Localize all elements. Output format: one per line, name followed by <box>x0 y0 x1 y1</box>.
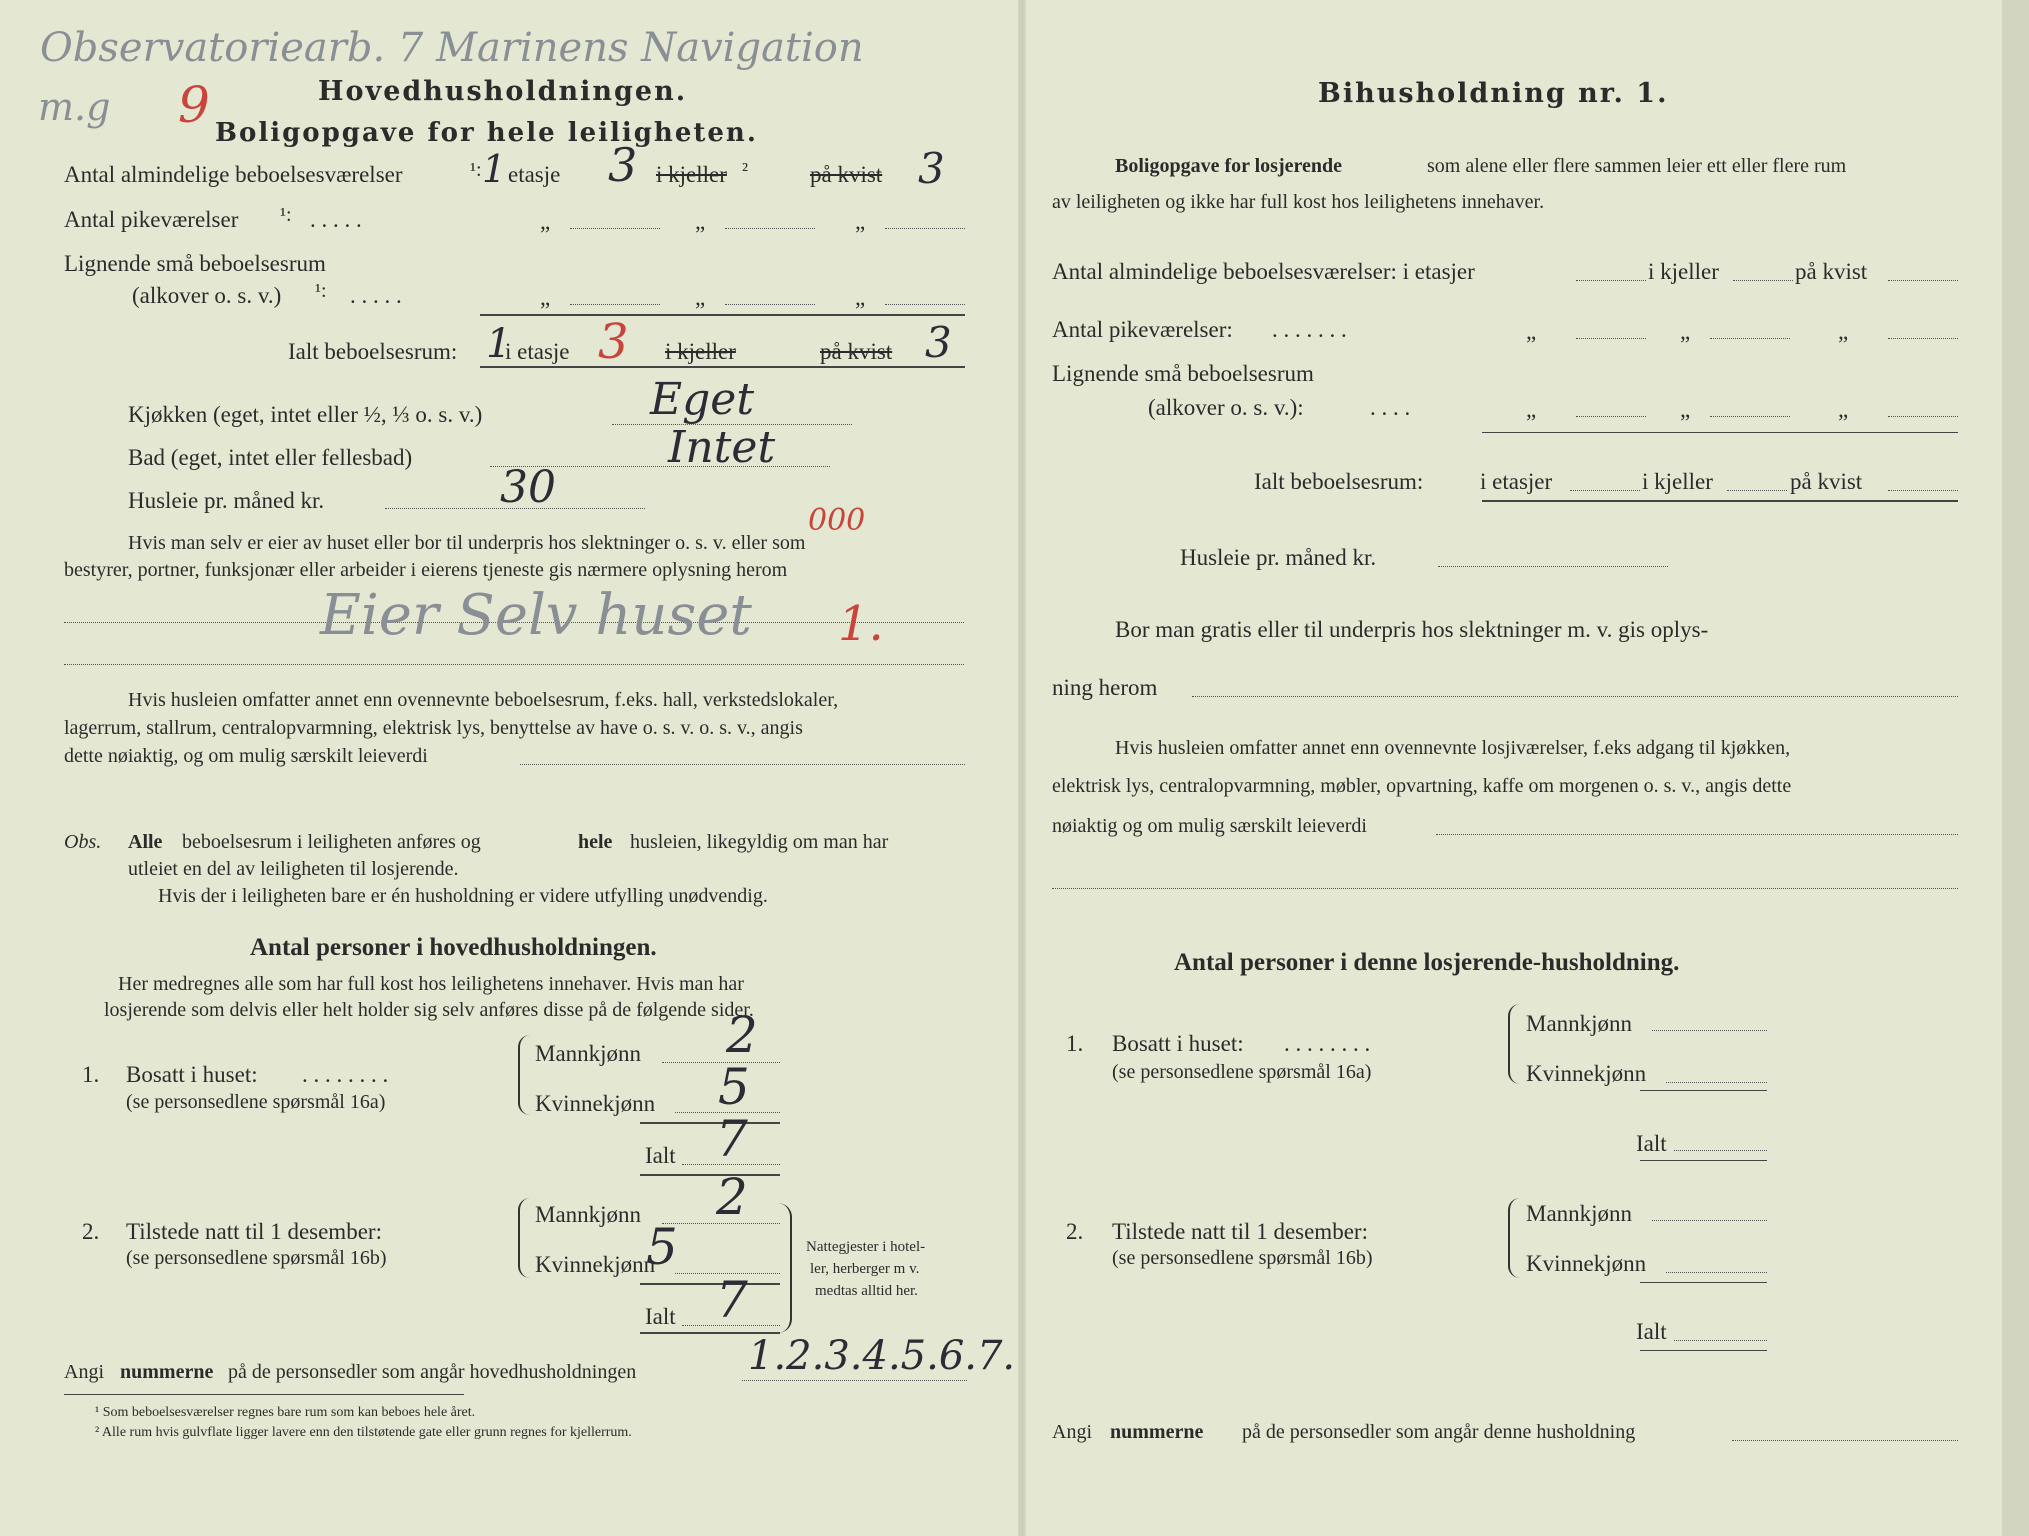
right-rent-label: Husleie pr. måned kr. <box>1180 545 1377 570</box>
right-maid-label: Antal pikeværelser: <box>1052 317 1233 342</box>
census-form: Observatoriearb. 7 Marinens Navigation m.g 9 Hovedhusholdningen. Boligopgave for hele leiligheten. Antal almindelige beboelsesværelser ¹: etasje i kjeller ² på kvist 1 3 3 Antal pikeværelser ¹: . . . . . „ „ „ Lignende små beboelsesrum (alkover o. s. v.) ¹: . . . . . „ „ „ Ialt beboelsesrum: i etasje i kjeller på kvist 1 3 3 Kjøkken (eget, intet eller ½, ⅓ o. s. v.) Eget Bad (eget, intet eller fellesbad) Intet Husleie pr. måned kr. 30 000 Hvis man selv er eier av huset eller bor til underpris hos slektninger o. s. v. eller som bestyrer, portner, funksjonær eller arbeider i eierens tjeneste gis nærmere oplysning herom Eier Selv huset 1. Hvis husleien omfatter annet enn ovennevnte beboelsesrum, f.eks. hall, verkstedslokaler, lagerrum, stallrum, centralopvarmning, elektrisk lys, benyttelse av have o. s. v. o. s. v., angis dette nøiaktig, og om mulig særskilt leieverdi Obs. Alle beboelsesrum i leiligheten anføres og hele husleien, likegyldig om man har utleiet en del av leiligheten til losjerende. Hvis der i leiligheten bare er én husholdning er videre utfylling unødvendig. Antal personer i hovedhusholdningen. Her medregnes alle som har full kost hos leilighetens innehaver. Hvis man har losjerende som delvis eller helt holder sig selv anføres disse på de følgende sider. 1. Bosatt i huset: . . . . . . . . (se personsedlene spørsmål 16a) Mannkjønn 2 Kvinnekjønn 5 Ialt 7 2. Tilstede natt til 1 desember: (se personsedlene spørsmål 16b) Mannkjønn 2 Kvinnekjønn 5 Ialt 7 Nattegjester i hotel- ler, herberger m v. medtas alltid her. Angi nummerne på de personsedler som angår hovedhusholdningen 1.2.3.4.5.6.7. ¹ Som beboelsesværelser regnes bare rum som kan beboes hele året. ² Alle rum hvis gulvflate ligger lavere enn den tilstøtende gate eller grunn regnes for kjellerrum. Bihusholdning nr. 1. Boligopgave for losjerende som alene eller flere sammen leier ett eller flere rum av leiligheten og ikke har full kost hos leilighetens innehaver. Antal almindelige beboelsesværelser: i etasjer i kjeller på kvist Antal pikeværelser: . . . . . . . „ „ „ Lignende små beboelsesrum (alkover o. s. v.): . . . . „ „ „ Ialt beboelsesrum: i etasjer i kjeller på kvist Husleie pr. måned kr. Bor man gratis eller til underpris hos slektninger m. v. gis oplys- ning herom Hvis husleien omfatter annet enn ovennevnte losjiværelser, f.eks adgang til kjøkken, elektrisk lys, centralopvarmning, møbler, opvartning, kaffe om morgenen o. s. v., angis dette nøiaktig og om mulig særskilt leieverdi Antal personer i denne losjerende-husholdning. 1. Bosatt i huset: . . . . . . . . (se personsedlene spørsmål 16a) Mannkjønn Kvinnekjønn Ialt 2. Tilstede natt til 1 desember: (se personsedlene spørsmål 16b) Mannkjønn Kvinnekjønn Ialt Angi nummerne på de personsedler som angår denne husholdning <box>0 0 2029 1536</box>
hw-owner-text: Eier Selv huset <box>320 583 752 648</box>
hw-rent: 30 <box>500 462 556 513</box>
rooms-label: Antal almindelige beboelsesværelser <box>64 162 403 187</box>
hw-total-floor: 1 <box>486 321 512 367</box>
rooms-etasje: etasje <box>508 162 561 187</box>
red-annotation-nine: 9 <box>178 76 210 134</box>
left-persons-title: Antal personer i hovedhusholdningen. <box>250 934 657 961</box>
kitchen-label: Kjøkken (eget, intet eller ½, ⅓ o. s. v.) <box>128 402 483 427</box>
small-rooms-label: Lignende små beboelsesrum <box>64 251 326 276</box>
paper-edge <box>2002 0 2029 1536</box>
hw-q2-female: 5 <box>646 1218 678 1276</box>
hw-kitchen: Eget <box>650 374 755 425</box>
hw-q2-total: 7 <box>716 1271 748 1329</box>
hw-q1-total: 7 <box>716 1110 748 1168</box>
footnote-2: ² Alle rum hvis gulvflate ligger lavere enn den tilstøtende gate eller grunn regnes for kjellerrum. <box>95 1425 632 1440</box>
page-fold <box>1018 0 1026 1536</box>
rent-label: Husleie pr. måned kr. <box>128 488 325 513</box>
hw-q1-male: 2 <box>726 1006 758 1064</box>
hw-red-zeros: 000 <box>808 503 866 538</box>
extra-note-3: dette nøiaktig, og om mulig særskilt leieverdi <box>64 745 428 767</box>
footnote-1: ¹ Som beboelsesværelser regnes bare rum som kan beboes hele året. <box>95 1405 476 1420</box>
hw-owner-num: 1. <box>838 596 884 652</box>
owner-note-1: Hvis man selv er eier av huset eller bor til underpris hos slektninger o. s. v. eller som <box>128 532 806 554</box>
right-rooms-label: Antal almindelige beboelsesværelser: i etasjer <box>1052 259 1475 284</box>
owner-note-2: bestyrer, portner, funksjonær eller arbeider i eierens tjeneste gis nærmere oplysning herom <box>64 559 788 581</box>
hw-numbers: 1.2.3.4.5.6.7. <box>748 1333 1016 1379</box>
pencil-annotation-mg: m.g <box>38 85 111 129</box>
hw-total-count: 3 <box>598 314 629 370</box>
right-small-label: Lignende små beboelsesrum <box>1052 361 1314 386</box>
hw-rooms-kvist: 3 <box>918 144 945 193</box>
right-persons-title: Antal personer i denne losjerende-husholdning. <box>1174 949 1680 976</box>
bath-label: Bad (eget, intet eller fellesbad) <box>128 445 413 470</box>
rooms-kjeller: i kjeller <box>656 162 727 187</box>
maid-label: Antal pikeværelser <box>64 207 239 232</box>
right-title: Bihusholdning nr. 1. <box>1318 78 1669 109</box>
hw-bath: Intet <box>668 422 776 473</box>
q2-label: Tilstede natt til 1 desember: <box>126 1219 382 1244</box>
hw-total-kvist: 3 <box>925 318 952 367</box>
hw-q2-male: 2 <box>716 1168 748 1226</box>
total-rooms-label: Ialt beboelsesrum: <box>288 339 458 364</box>
q1-label: Bosatt i huset: <box>126 1062 258 1087</box>
left-title: Hovedhusholdningen. <box>318 76 688 107</box>
extra-note-1: Hvis husleien omfatter annet enn ovennevnte beboelsesrum, f.eks. hall, verkstedslokaler, <box>128 689 839 711</box>
pencil-annotation-top: Observatoriearb. 7 Marinens Navigation <box>40 25 864 71</box>
left-subtitle: Boligopgave for hele leiligheten. <box>215 118 758 148</box>
hw-rooms-floor: 1 <box>482 147 507 191</box>
right-total-label: Ialt beboelsesrum: <box>1254 469 1424 494</box>
hw-q1-female: 5 <box>718 1058 750 1116</box>
rooms-kvist: på kvist <box>810 162 883 187</box>
hw-rooms-count: 3 <box>608 138 638 192</box>
extra-note-2: lagerrum, stallrum, centralopvarmning, elektrisk lys, benyttelse av have o. s. v. o. s. v., angis <box>64 717 803 739</box>
